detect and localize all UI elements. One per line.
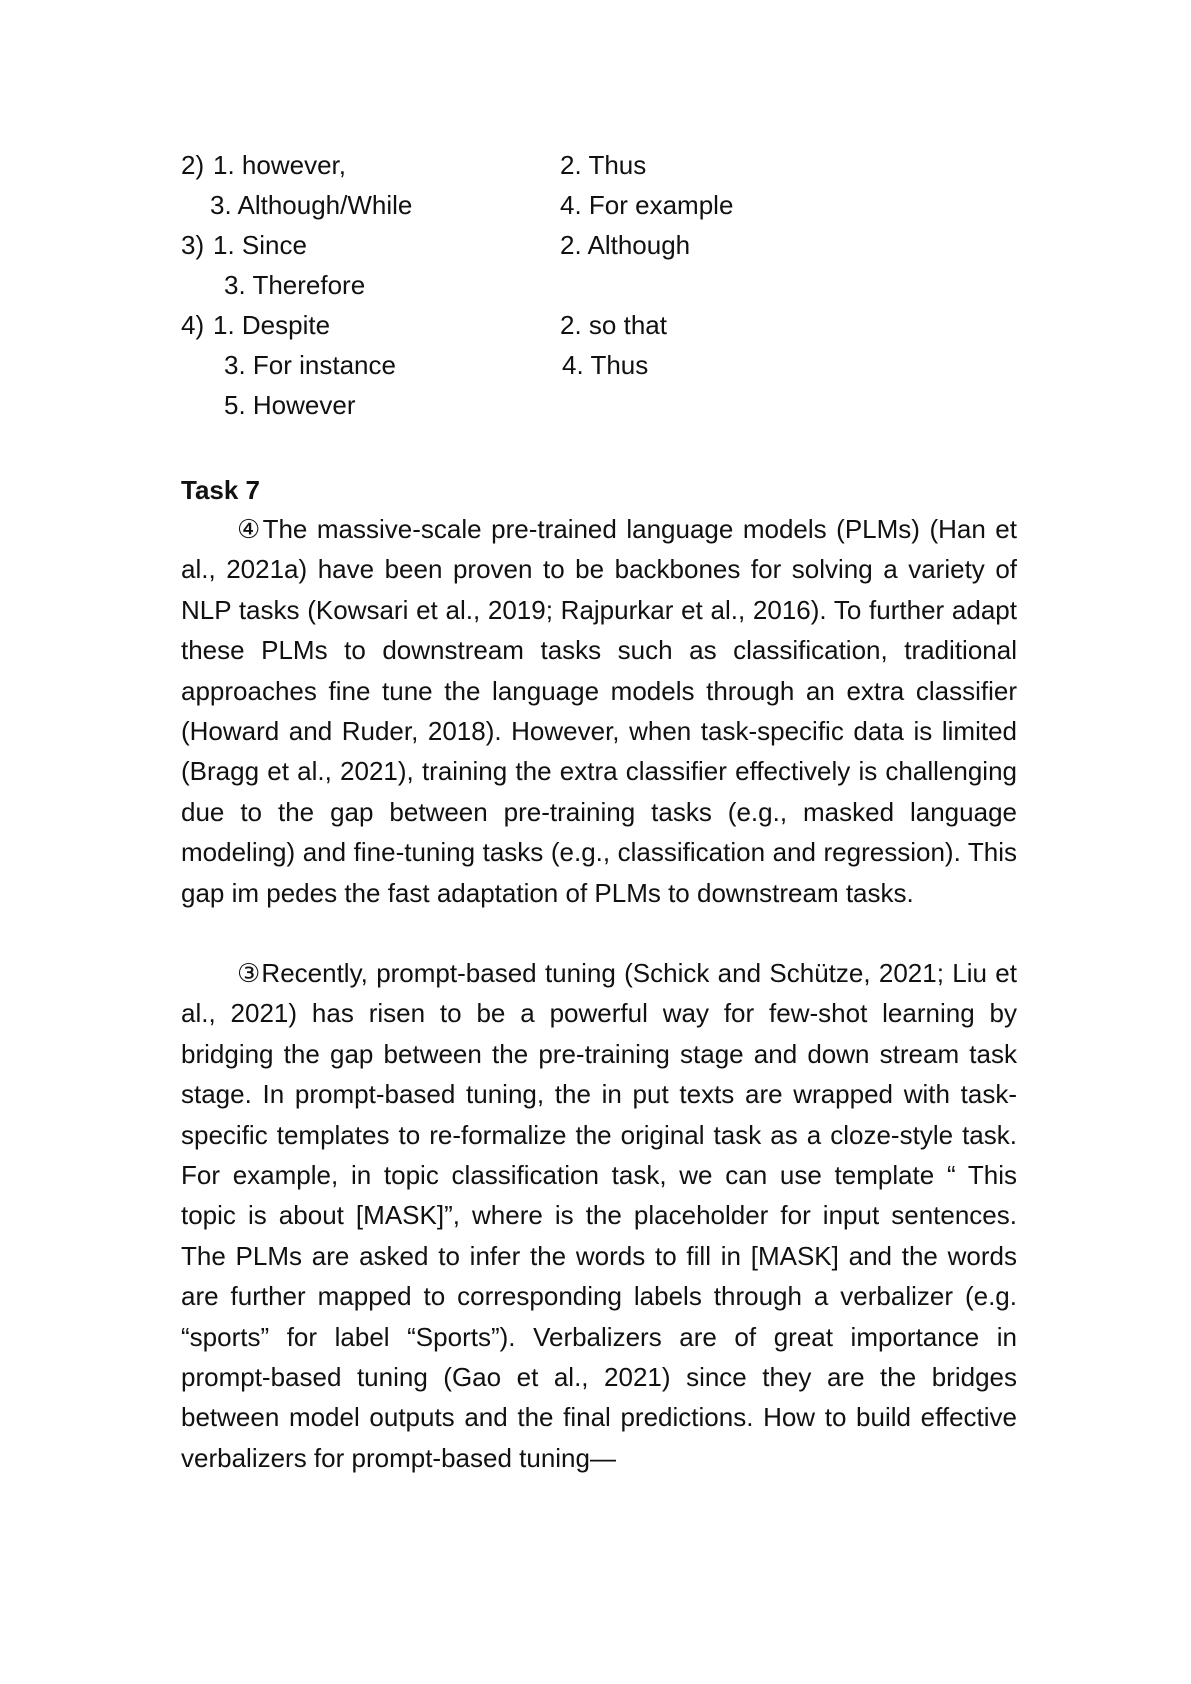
answer-item: 3. Therefore [224,270,366,300]
answer-item: 5. However [224,390,356,420]
answer-number: 4) [181,310,205,340]
answer-item: 3. Although/While [210,190,413,220]
answer-key [181,145,1021,425]
answer-row [181,225,1021,265]
answer-item: 2. so that [560,310,667,340]
task-title: Task 7 [181,475,261,505]
answer-row [181,265,1021,305]
answer-item: 3. For instance [224,350,396,380]
answer-item: 4. For example [560,190,734,220]
paragraph: ④The massive-scale pre-trained language models (PLMs) (Han et al., 2021a) have been proven to be backbones for solving a variety of NLP tasks (Kowsari et al., 2019; Rajpurkar et al., 2016). To further adapt these PLMs to downstream tasks such as classification, traditional approaches fine tune the language models through an extra classifier (Howard and Ruder, 2018). However, when task-specific data is limited (Bragg et al., 2021), training the extra classifier effectively is challenging due to the gap between pre-training tasks (e.g., masked language modeling) and fine-tuning tasks (e.g., classification and regression). This gap im pedes the fast adaptation of PLMs to downstream tasks. [181,514,1017,908]
answer-number: 2) [181,150,205,180]
answer-item: 2. Thus [560,150,647,180]
answer-row [181,185,1021,225]
answer-item: 1. Since [213,230,307,260]
answer-row [181,145,1021,185]
answer-row [181,305,1021,345]
answer-row [181,385,1021,425]
answer-item: 1. Despite [213,310,331,340]
answer-row [181,345,1021,385]
paragraph: ③Recently, prompt-based tuning (Schick and Schütze, 2021; Liu et al., 2021) has risen to be a powerful way for few-shot learning by bridging the gap between the pre-training stage and down stream task stage. In prompt-based tuning, the in put texts are wrapped with task-specific templates to re-formalize the original task as a cloze-style task. For example, in topic classification task, we can use template “ This topic is about [MASK]”, where is the placeholder for input sentences. The PLMs are asked to infer the words to fill in [MASK] and the words are further mapped to corresponding labels through a verbalizer (e.g. “sports” for label “Sports”). Verbalizers are of great importance in prompt-based tuning (Gao et al., 2021) since they are the bridges between model outputs and the final predictions. How to build effective verbalizers for prompt-based tuning— [181,958,1017,1473]
answer-item: 2. Although [560,230,691,260]
answer-item: 4. Thus [562,350,649,380]
answer-number: 3) [181,230,205,260]
answer-item: 1. however, [213,150,346,180]
